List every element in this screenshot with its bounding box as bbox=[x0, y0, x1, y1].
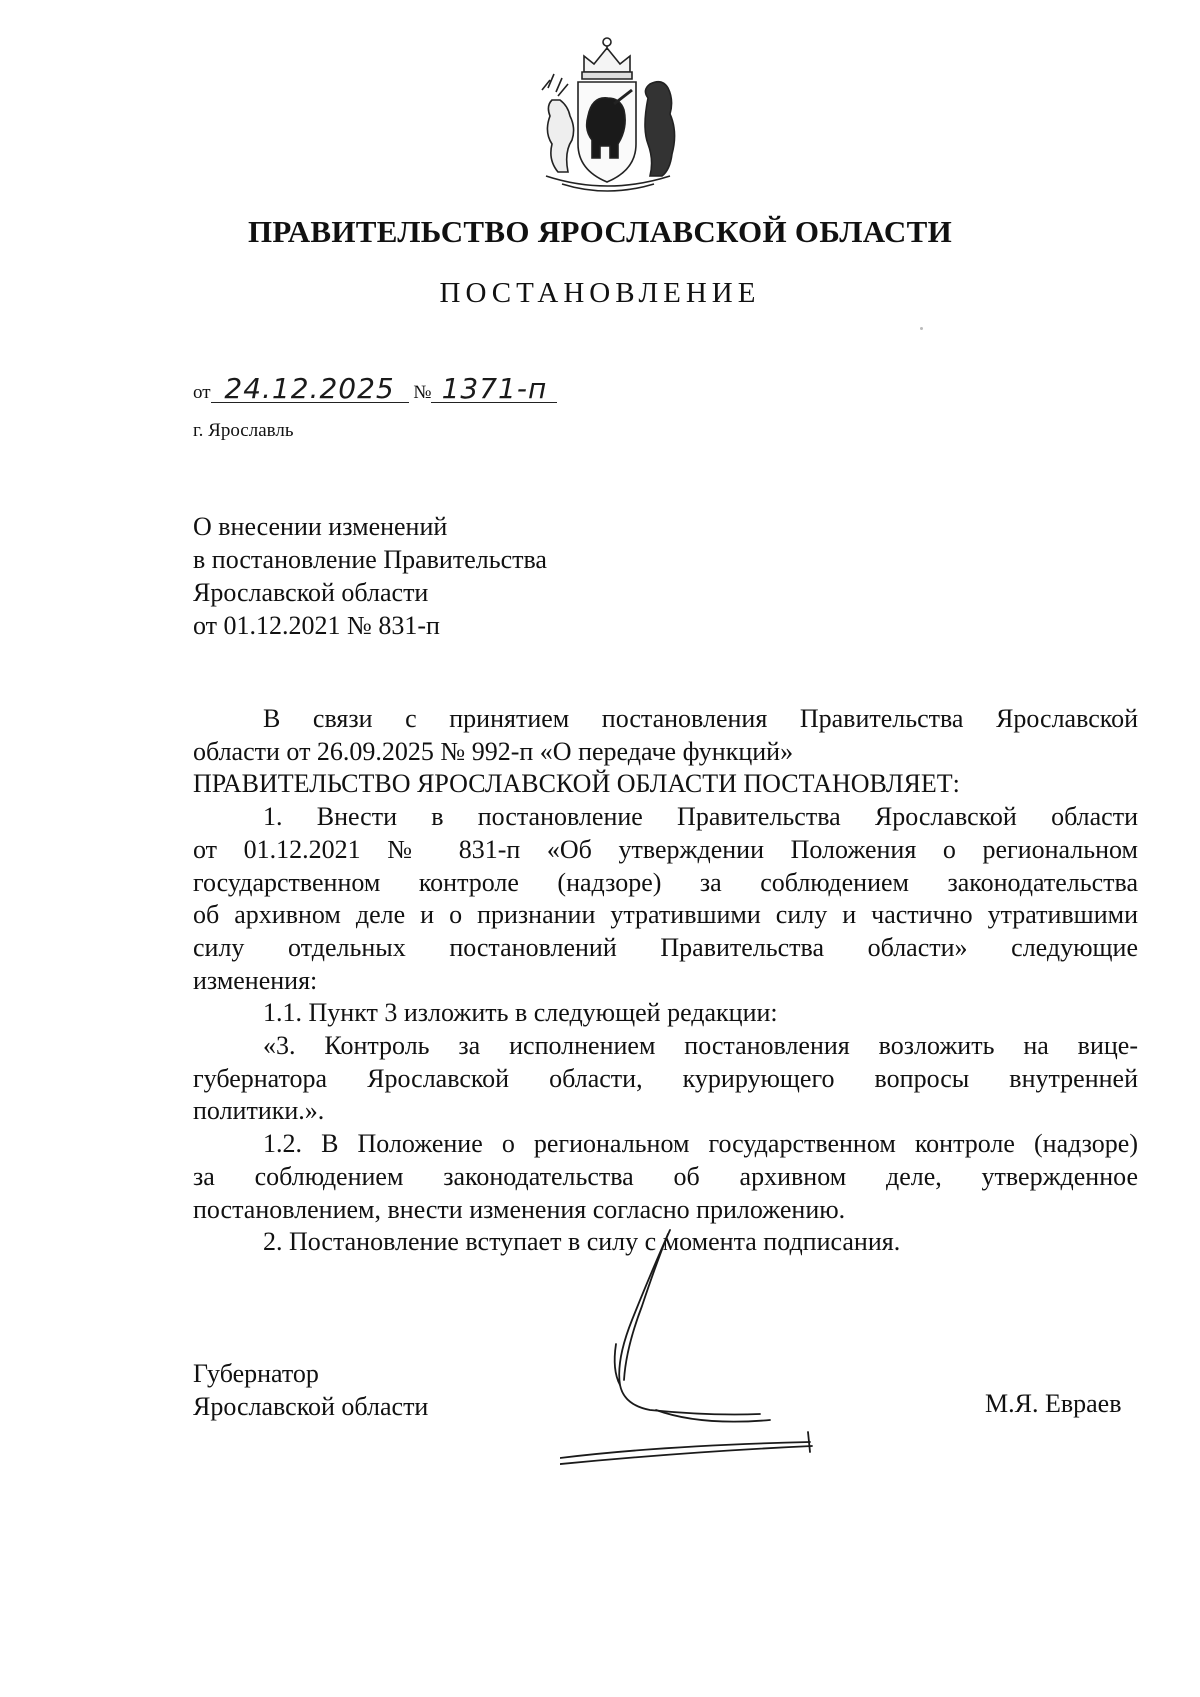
handwritten-date: 24.12.2025 bbox=[211, 376, 409, 403]
number-prefix: № bbox=[413, 382, 432, 403]
position-line: Ярославской области bbox=[193, 1392, 429, 1421]
scan-speck bbox=[920, 327, 923, 330]
item-1-1-quote-line: губернатора Ярославской области, курирующего вопросы внутренней bbox=[193, 1063, 1138, 1093]
subject-line: от 01.12.2021 № 831-п bbox=[193, 611, 440, 640]
item-1-line: изменения: bbox=[193, 965, 318, 995]
item-1-1: 1.1. Пункт 3 изложить в следующей редакции: bbox=[263, 998, 778, 1028]
item-1-2-line: 1.2. В Положение о региональном государственном контроле (надзоре) bbox=[263, 1129, 1138, 1159]
item-1-2-line: постановлением, внести изменения согласно приложению. bbox=[193, 1194, 846, 1224]
coat-of-arms-emblem bbox=[522, 32, 692, 200]
item-1-1-quote-line: «3. Контроль за исполнением постановления возложить на вице- bbox=[263, 1031, 1138, 1061]
item-1-1-quote-line: политики.». bbox=[193, 1096, 325, 1126]
signatory-name: М.Я. Евраев bbox=[985, 1389, 1122, 1418]
position-line: Губернатор bbox=[193, 1359, 319, 1388]
date-prefix: от bbox=[193, 382, 211, 403]
document-type-title: ПОСТАНОВЛЕНИЕ bbox=[439, 277, 761, 309]
preamble-line: области от 26.09.2025 № 992-п «О передаче функций» bbox=[193, 736, 794, 766]
handwritten-number: 1371-п bbox=[431, 376, 557, 403]
document-subject bbox=[193, 510, 547, 642]
item-1-line: силу отдельных постановлений Правительства области» следующие bbox=[193, 932, 1138, 962]
organization-title: ПРАВИТЕЛЬСТВО ЯРОСЛАВСКОЙ ОБЛАСТИ bbox=[248, 214, 952, 249]
handwritten-signature bbox=[560, 1220, 890, 1470]
resolution-statement: ПРАВИТЕЛЬСТВО ЯРОСЛАВСКОЙ ОБЛАСТИ ПОСТАНОВЛЯЕТ: bbox=[193, 769, 960, 799]
item-1-line: государственном контроле (надзоре) за соблюдением законодательства bbox=[193, 867, 1138, 897]
subject-line: в постановление Правительства bbox=[193, 545, 547, 574]
item-1-line: об архивном деле и о признании утратившими силу и частично утратившими bbox=[193, 900, 1138, 930]
item-1-line: от 01.12.2021 № 831-п «Об утверждении Положения о региональном bbox=[193, 834, 1138, 864]
item-2: 2. Постановление вступает в силу с момента подписания. bbox=[263, 1227, 901, 1257]
preamble-line: В связи с принятием постановления Правительства Ярославской bbox=[263, 704, 1138, 733]
subject-line: О внесении изменений bbox=[193, 512, 448, 541]
city-label: г. Ярославль bbox=[193, 420, 294, 441]
item-1-line: 1. Внести в постановление Правительства Ярославской области bbox=[263, 802, 1138, 832]
signatory-position bbox=[193, 1357, 428, 1423]
registration-line bbox=[193, 372, 557, 405]
subject-line: Ярославской области bbox=[193, 578, 429, 607]
document-body bbox=[193, 703, 1138, 1259]
item-1-2-line: за соблюдением законодательства об архивном деле, утвержденное bbox=[193, 1161, 1138, 1191]
